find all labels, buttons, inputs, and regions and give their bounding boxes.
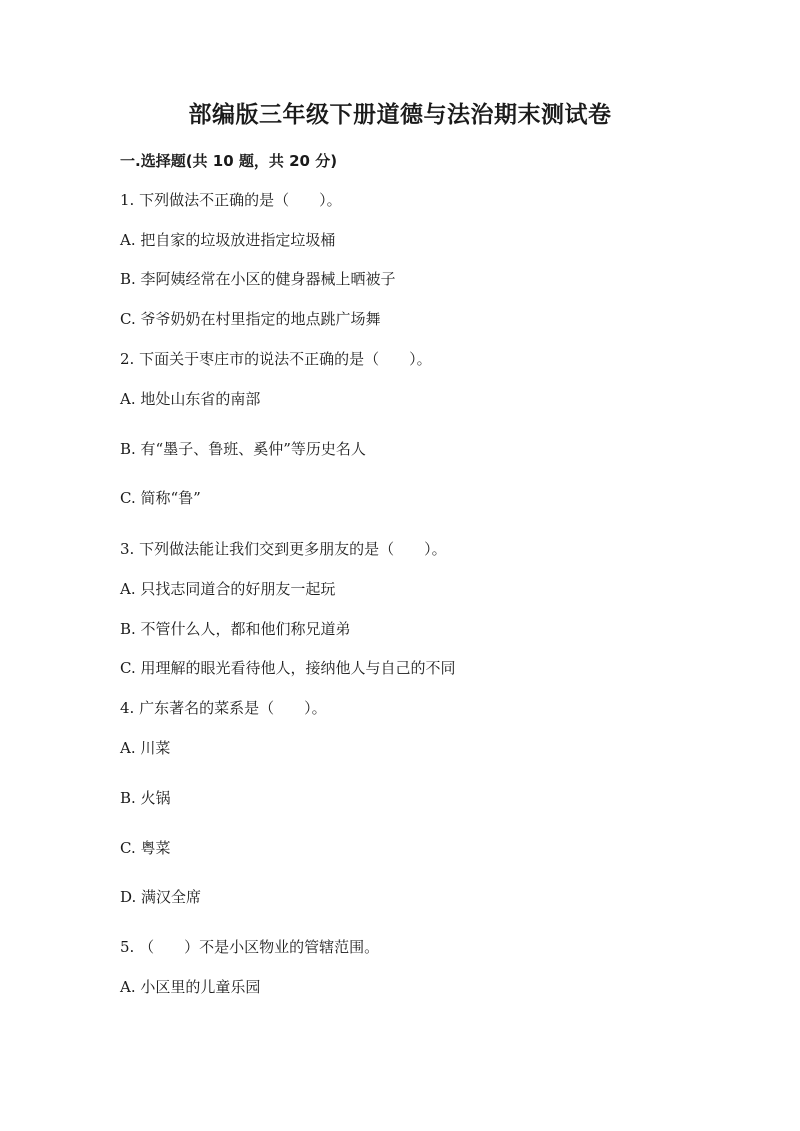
question-4-option-b: B. 火锅 [120, 789, 171, 807]
question-4-option-c: C. 粤菜 [120, 839, 171, 857]
question-5-option-a: A. 小区里的儿童乐园 [120, 978, 261, 996]
section-heading: 一.选择题(共 10 题，共 20 分) [120, 152, 338, 170]
question-2-option-b: B. 有“墨子、鲁班、奚仲”等历史名人 [120, 440, 366, 458]
question-4-option-a: A. 川菜 [120, 739, 171, 757]
question-4-stem: 4. 广东著名的菜系是（ ）。 [120, 699, 327, 717]
question-1-option-a: A. 把自家的垃圾放进指定垃圾桶 [120, 231, 336, 249]
question-1-option-c: C. 爷爷奶奶在村里指定的地点跳广场舞 [120, 310, 381, 328]
question-2-option-c: C. 简称“鲁” [120, 489, 201, 507]
page-title: 部编版三年级下册道德与法治期末测试卷 [188, 101, 612, 128]
question-3-option-b: B. 不管什么人，都和他们称兄道弟 [120, 620, 351, 638]
question-3-option-a: A. 只找志同道合的好朋友一起玩 [120, 580, 336, 598]
question-5-stem: 5. （ ）不是小区物业的管辖范围。 [120, 938, 380, 956]
question-2-stem: 2. 下面关于枣庄市的说法不正确的是（ ）。 [120, 350, 432, 368]
question-3-option-c: C. 用理解的眼光看待他人，接纳他人与自己的不同 [120, 659, 456, 677]
question-1-option-b: B. 李阿姨经常在小区的健身器械上晒被子 [120, 270, 396, 288]
question-2-option-a: A. 地处山东省的南部 [120, 390, 261, 408]
question-3-stem: 3. 下列做法能让我们交到更多朋友的是（ ）。 [120, 540, 447, 558]
question-4-option-d: D. 满汉全席 [120, 888, 202, 906]
question-1-stem: 1. 下列做法不正确的是（ ）。 [120, 191, 342, 209]
